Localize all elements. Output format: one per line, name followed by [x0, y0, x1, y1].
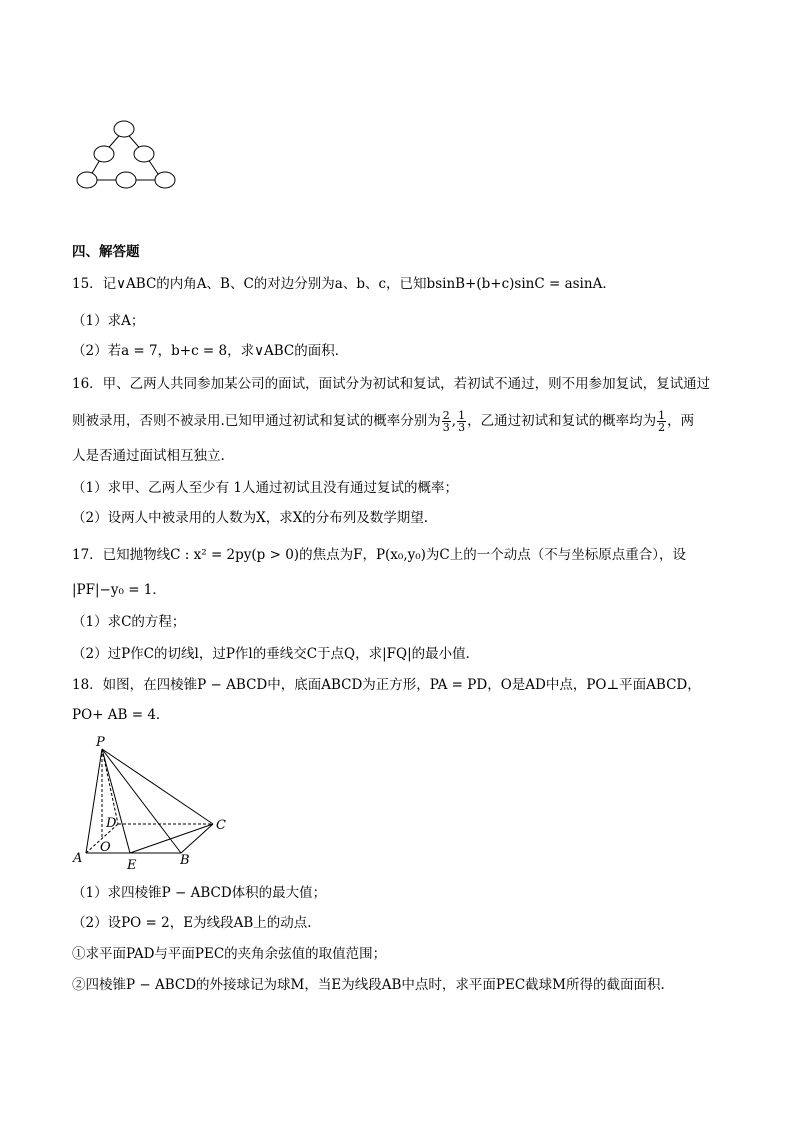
problem-16-line-3: 人是否通过面试相互独立.: [72, 448, 225, 464]
circle-node: [155, 172, 175, 188]
label-B: B: [180, 853, 190, 868]
problem-16-part-2: （2）设两人中被录用的人数为X，求X的分布列及数学期望.: [72, 510, 429, 526]
problem-15-part-2: （2）若a = 7，b+c = 8，求∨ABC的面积．: [72, 343, 349, 359]
problem-16-text-b: ，乙通过初试和复试的概率均为: [467, 413, 657, 429]
problem-17-part-2: （2）过P作C的切线l，过P作l的垂线交C于点Q，求|FQ|的最小值．: [72, 646, 480, 662]
problem-18-sub-2: ②四棱锥P − ABCD的外接球记为球M，当E为线段AB中点时，求平面PEC截球M所得的截面面积.: [72, 977, 665, 993]
problem-18-line-2: PO+ AB = 4．: [72, 707, 170, 723]
edge-EC: [130, 824, 213, 853]
fraction-one-third: $\frac{1}{3}$: [458, 409, 466, 434]
problem-16-part-1: （1）求甲、乙两人至少有 1人通过初试且没有通过复试的概率；: [72, 480, 458, 496]
problem-16-text-a: 则被录用，否则不被录用.已知甲通过初试和复试的概率分别为: [72, 413, 441, 429]
label-D: D: [106, 816, 117, 831]
edge-PA: [86, 749, 102, 853]
problem-15-stem: 15．记∨ABC的内角A、B、C的对边分别为a、b、c，已知bsinB+(b+c)sinC = asinA．: [72, 276, 616, 292]
label-A: A: [73, 851, 83, 866]
label-P: P: [96, 735, 105, 750]
label-C: C: [216, 818, 226, 833]
fraction-one-half: $\frac{1}{2}$: [658, 409, 666, 434]
problem-18-part-1: （1）求四棱锥P − ABCD体积的最大值；: [72, 885, 327, 901]
circle-node: [114, 121, 134, 137]
circle-node: [116, 172, 136, 188]
problem-18-sub-1: ①求平面PAD与平面PEC的夹角余弦值的取值范围；: [72, 946, 387, 962]
label-E: E: [127, 858, 137, 873]
problem-18-part-2: （2）设PO = 2，E为线段AB上的动点.: [72, 915, 312, 931]
pyramid-figure: [70, 732, 240, 874]
edge-PB: [102, 749, 181, 853]
problem-16-line-2: 则被录用，否则不被录用.已知甲通过初试和复试的概率分别为 $\frac{2}{3}$ , $\frac{1}{3}$ ，乙通过初试和复试的概率均为 $\frac{1}{2}$ ，两: [72, 409, 695, 434]
circle-triangle-figure: [70, 116, 185, 194]
circle-node: [94, 146, 114, 162]
problem-15-part-1: （1）求A；: [72, 313, 145, 329]
circle-node: [77, 172, 97, 188]
problem-16-text-c: ，两: [667, 413, 695, 429]
label-O: O: [100, 840, 111, 855]
circle-node: [134, 146, 154, 162]
problem-17-line-1: 17．已知抛物线C : x² = 2py(p > 0)的焦点为F，P(x₀,y₀)为C上的一个动点（不与坐标原点重合），设: [72, 547, 686, 563]
edge-BC: [181, 824, 213, 853]
fraction-two-thirds: $\frac{2}{3}$: [442, 409, 450, 434]
problem-17-part-1: （1）求C的方程；: [72, 614, 186, 630]
problem-16-line-1: 16．甲、乙两人共同参加某公司的面试，面试分为初试和复试，若初试不通过，则不用参加复试，复试通过: [72, 376, 711, 392]
problem-17-line-2: |PF|−y₀ = 1．: [72, 582, 166, 598]
section-title: 四、解答题: [72, 244, 140, 260]
problem-18-line-1: 18．如图，在四棱锥P − ABCD中，底面ABCD为正方形，PA = PD，O是AD中点，PO⊥平面ABCD，: [72, 677, 701, 693]
